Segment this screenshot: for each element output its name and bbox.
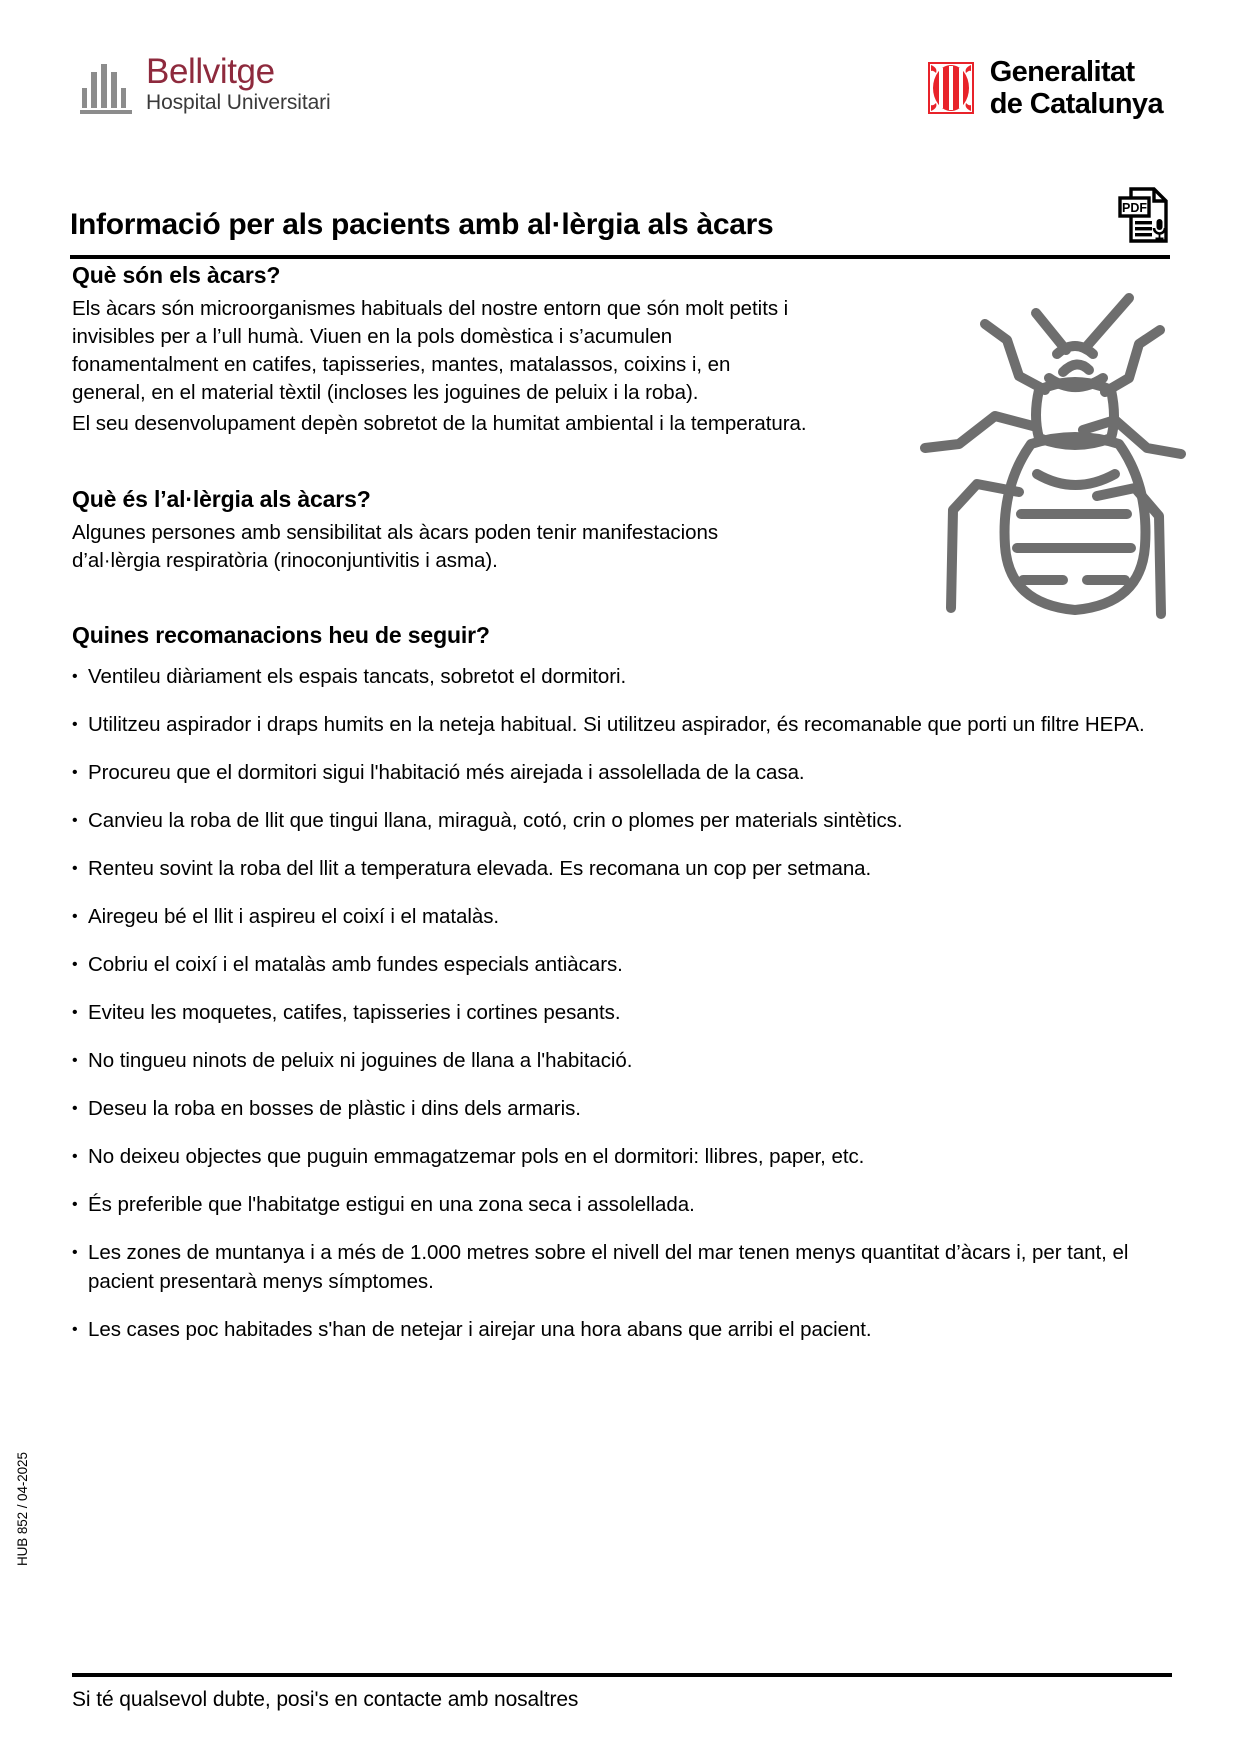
list-item-text: Les zones de muntanya i a més de 1.000 metres sobre el nivell del mar tenen menys quantitat d’àcars i, per tant, el pacient presentarà menys símptomes. bbox=[88, 1241, 1129, 1293]
section-what-is-allergy bbox=[72, 486, 1172, 575]
bullet-icon: • bbox=[72, 1244, 78, 1262]
bullet-icon: • bbox=[72, 1100, 78, 1118]
recommendation-list bbox=[72, 663, 1172, 1344]
section-paragraph: Els àcars són microorganismes habituals del nostre entorn que són molt petits i invisibles per a l’ull humà. Viuen en la pols domèstica i s’acumulen fonamentalment en catifes, tapisseries, mantes, matalassos, coixins i, en general, en el material tèxtil (incloses les joguines de peluix i la roba). bbox=[72, 297, 789, 405]
list-item bbox=[72, 903, 1172, 931]
list-item-text: Les cases poc habitades s'han de netejar i airejar una hora abans que arribi el pacient. bbox=[88, 1317, 872, 1341]
list-item-text: És preferible que l'habitatge estigui en una zona seca i assolellada. bbox=[88, 1193, 695, 1217]
list-item-text: Canvieu la roba de llit que tingui llana, miraguà, cotó, crin o plomes per materials sintètics. bbox=[88, 808, 903, 832]
list-item-text: Renteu sovint la roba del llit a temperatura elevada. Es recomana un cop per setmana. bbox=[88, 856, 872, 880]
list-item bbox=[72, 855, 1172, 883]
generalitat-line-1: Generalitat bbox=[989, 56, 1135, 88]
section-heading: Què és l’al·lèrgia als àcars? bbox=[72, 486, 371, 513]
list-item bbox=[72, 1239, 1172, 1295]
generalitat-logo bbox=[928, 56, 1163, 121]
bullet-icon: • bbox=[72, 1148, 78, 1166]
bullet-icon: • bbox=[72, 811, 78, 829]
section-spacer bbox=[72, 438, 1172, 486]
page-title: Informació per als pacients amb al·lèrgia als àcars bbox=[70, 207, 774, 241]
svg-text:PDF: PDF bbox=[1122, 201, 1147, 215]
title-block bbox=[70, 186, 1170, 259]
list-item-text: Ventileu diàriament els espais tancats, sobretot el dormitori. bbox=[88, 664, 627, 688]
section-recommendations bbox=[72, 622, 1172, 1344]
list-item bbox=[72, 951, 1172, 979]
bullet-icon: • bbox=[72, 715, 78, 733]
list-item-text: No tingueu ninots de peluix ni joguines de llana a l'habitació. bbox=[88, 1049, 633, 1073]
hospital-subtitle: Hospital Universitari bbox=[146, 90, 331, 114]
hospital-building-icon bbox=[80, 62, 132, 116]
list-item bbox=[72, 999, 1172, 1027]
hospital-name: Bellvitge bbox=[146, 52, 275, 91]
bullet-icon: • bbox=[72, 763, 78, 781]
list-item bbox=[72, 1143, 1172, 1171]
section-heading: Què són els àcars? bbox=[72, 262, 281, 288]
title-divider bbox=[70, 255, 1170, 259]
list-item bbox=[72, 1095, 1172, 1123]
document-body bbox=[72, 262, 1172, 1364]
bullet-icon: • bbox=[72, 859, 78, 877]
list-item-text: Airegeu bé el llit i aspireu el coixí i el matalàs. bbox=[88, 904, 500, 928]
bullet-icon: • bbox=[72, 1004, 78, 1022]
bullet-icon: • bbox=[72, 1320, 78, 1338]
list-item bbox=[72, 1191, 1172, 1219]
bellvitge-hospital-logo bbox=[80, 54, 331, 116]
section-heading: Quines recomanacions heu de seguir? bbox=[72, 621, 490, 648]
list-item-text: No deixeu objectes que puguin emmagatzemar pols en el dormitori: llibres, paper, etc. bbox=[88, 1145, 865, 1169]
list-item bbox=[72, 807, 1172, 835]
bullet-icon: • bbox=[72, 956, 78, 974]
page-footer bbox=[72, 1673, 1172, 1712]
list-item bbox=[72, 1316, 1172, 1344]
section-paragraph: Algunes persones amb sensibilitat als àcars poden tenir manifestacions d’al·lèrgia respiratòria (rinoconjuntivitis i asma). bbox=[72, 521, 719, 573]
list-item bbox=[72, 1047, 1172, 1075]
document-reference: HUB 852 / 04-2025 bbox=[15, 1452, 30, 1566]
footer-divider bbox=[72, 1673, 1172, 1677]
bullet-icon: • bbox=[72, 907, 78, 925]
pdf-audio-document-icon[interactable] bbox=[1118, 186, 1170, 244]
list-item-text: Eviteu les moquetes, catifes, tapisseries i cortines pesants. bbox=[88, 1001, 621, 1025]
section-paragraph: El seu desenvolupament depèn sobretot de la humitat ambiental i la temperatura. bbox=[72, 412, 807, 436]
generalitat-line-2: de Catalunya bbox=[989, 88, 1163, 121]
section-what-are-mites bbox=[72, 262, 1172, 438]
list-item bbox=[72, 759, 1172, 787]
list-item-text: Procureu que el dormitori sigui l'habitació més airejada i assolellada de la casa. bbox=[88, 760, 805, 784]
list-item-text: Cobriu el coixí i el matalàs amb fundes especials antiàcars. bbox=[88, 953, 623, 977]
footer-contact-text: Si té qualsevol dubte, posi's en contacte amb nosaltres bbox=[72, 1688, 579, 1711]
section-spacer bbox=[72, 576, 1172, 622]
bullet-icon: • bbox=[72, 1052, 78, 1070]
catalonia-shield-icon bbox=[928, 62, 974, 114]
list-item bbox=[72, 663, 1172, 691]
bullet-icon: • bbox=[72, 667, 78, 685]
list-item-text: Utilitzeu aspirador i draps humits en la neteja habitual. Si utilitzeu aspirador, és recomanable que porti un filtre HEPA. bbox=[88, 712, 1145, 736]
list-item bbox=[72, 711, 1172, 739]
bullet-icon: • bbox=[72, 1196, 78, 1214]
list-item-text: Deseu la roba en bosses de plàstic i dins dels armaris. bbox=[88, 1097, 581, 1121]
page-header bbox=[0, 46, 1241, 136]
